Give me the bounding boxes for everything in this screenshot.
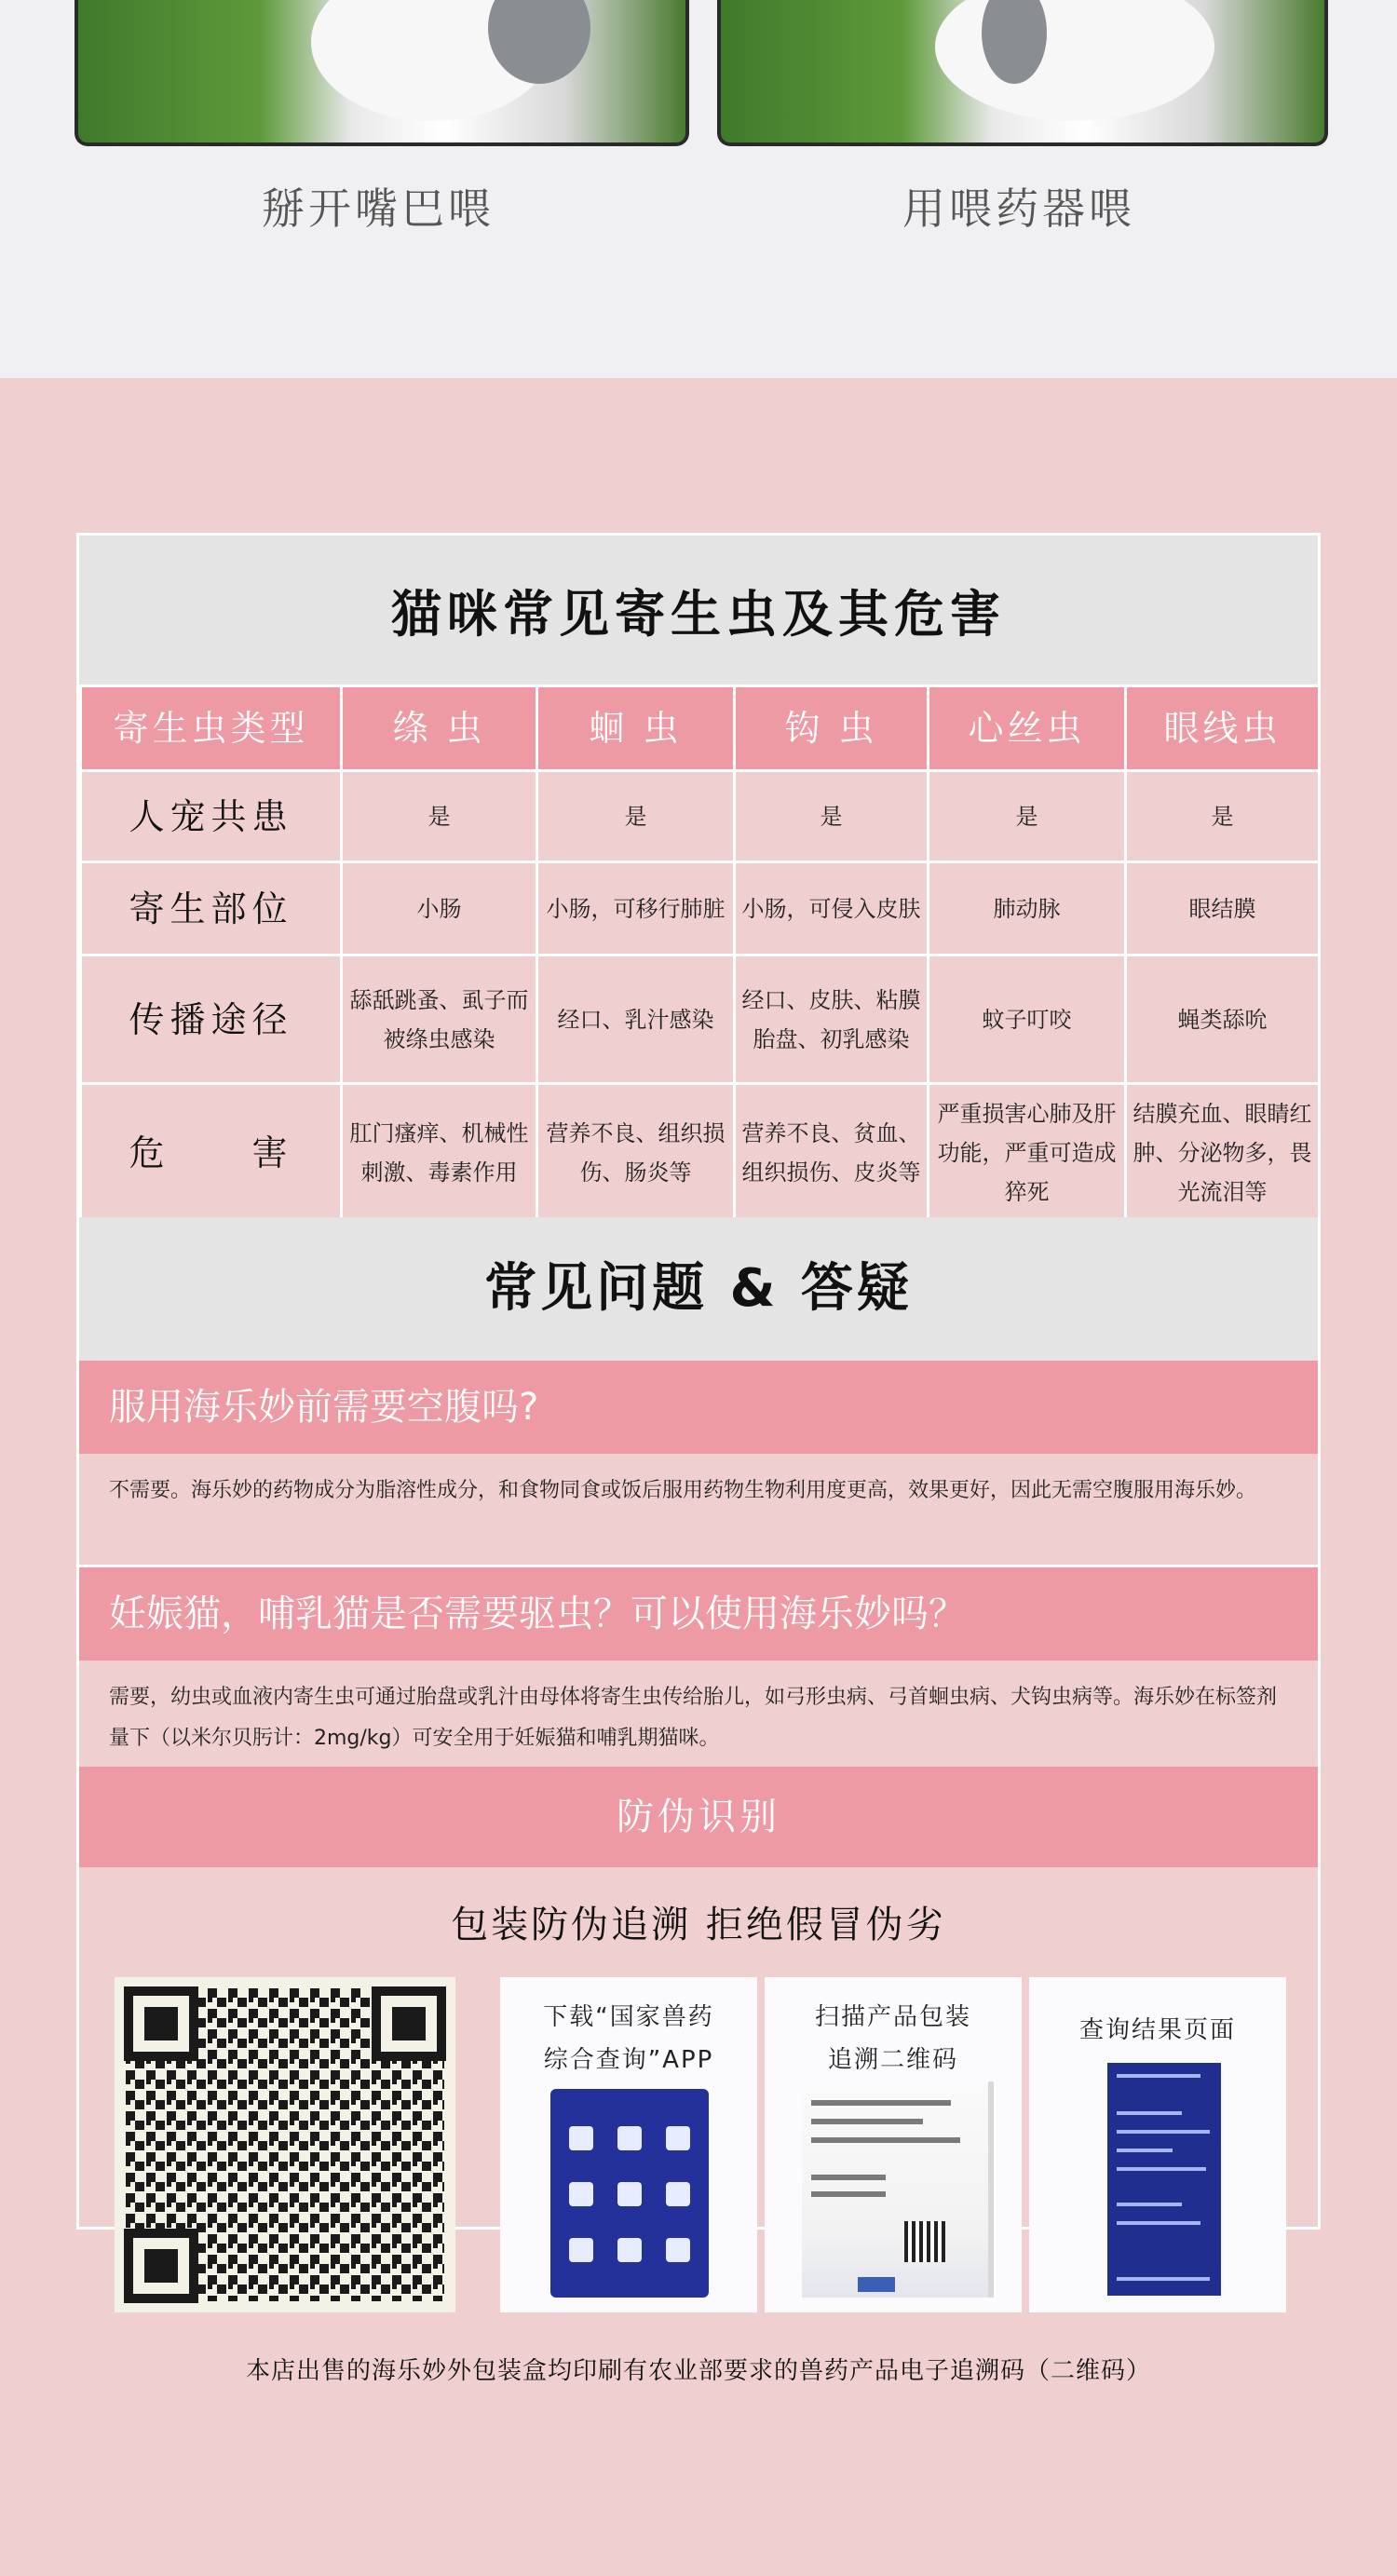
faq-question: 服用海乐妙前需要空腹吗? <box>79 1361 1318 1454</box>
cat-fur-shape <box>935 0 1214 121</box>
table-row <box>81 862 1320 956</box>
table-cell: 结膜充血、眼睛红肿、分泌物多，畏光流泪等 <box>1126 1084 1320 1222</box>
table-row <box>81 1084 1320 1222</box>
qr-finder <box>124 2229 198 2303</box>
table-cell: 肺动脉 <box>929 862 1126 956</box>
row-label: 人宠共患 <box>81 771 342 862</box>
table-header-cell: 心丝虫 <box>929 686 1126 771</box>
qr-finder <box>372 1986 446 2061</box>
package-print-line <box>811 2175 886 2180</box>
anti-fake-title: 包装防伪追溯 拒绝假冒伪劣 <box>451 1904 946 1946</box>
faq-question: 妊娠猫，哺乳猫是否需要驱虫？可以使用海乐妙吗？ <box>79 1567 1318 1661</box>
table-row <box>81 956 1320 1084</box>
table-cell: 是 <box>342 771 537 862</box>
top-photo-band <box>0 0 1397 378</box>
table-cell: 营养不良、贫血、组织损伤、皮炎等 <box>735 1084 929 1222</box>
result-text-line <box>1117 2203 1182 2206</box>
row-label: 寄生部位 <box>81 862 342 956</box>
table-cell: 严重损害心肺及肝功能，严重可造成猝死 <box>929 1084 1126 1222</box>
table-header-row <box>81 686 1320 771</box>
table-cell: 小肠 <box>342 862 537 956</box>
table-cell: 蚊子叮咬 <box>929 956 1126 1084</box>
step-download-app <box>500 1977 757 2312</box>
anti-fake-bar: 防伪识别 <box>79 1767 1318 1867</box>
app-tile-icon <box>617 2182 642 2206</box>
table-cell: 是 <box>1126 771 1320 862</box>
table-cell: 经口、皮肤、粘膜胎盘、初乳感染 <box>735 956 929 1084</box>
faq-answer: 不需要。海乐妙的药物成分为脂溶性成分，和食物同食或饭后服用药物生物利用度更高，效果更好，因此无需空腹服用海乐妙。 <box>79 1454 1318 1567</box>
result-text-line <box>1117 2111 1182 2115</box>
app-tile-icon <box>569 2182 593 2206</box>
result-text-line <box>1117 2221 1200 2225</box>
app-tile-icon <box>617 2126 642 2150</box>
result-text-line <box>1117 2149 1173 2152</box>
parasite-table <box>79 685 1321 1223</box>
app-tile-icon <box>666 2238 690 2262</box>
table-cell: 眼结膜 <box>1126 862 1320 956</box>
table-cell: 舔舐跳蚤、虱子而被绦虫感染 <box>342 956 537 1084</box>
step-text <box>765 1996 1022 2081</box>
table-cell: 小肠，可侵入皮肤 <box>735 862 929 956</box>
app-tile-icon <box>569 2126 593 2150</box>
qr-code-image <box>115 1977 455 2312</box>
app-tile-icon <box>617 2238 642 2262</box>
step-text <box>1029 2009 1286 2052</box>
package-logo-icon <box>858 2277 895 2292</box>
cat-photo-open-mouth <box>75 0 689 146</box>
table-header-cell: 钩 虫 <box>735 686 929 771</box>
result-text-line <box>1117 2277 1210 2281</box>
app-tile-icon <box>666 2126 690 2150</box>
info-card <box>76 533 1321 2385</box>
package-print-line <box>811 2191 886 2197</box>
step-text-line: 追溯二维码 <box>827 2046 958 2074</box>
step-text-line: 查询结果页面 <box>1078 2016 1236 2044</box>
app-tile-icon <box>569 2238 593 2262</box>
table-cell: 是 <box>537 771 735 862</box>
step-query-result <box>1029 1977 1286 2312</box>
result-screenshot <box>1107 2063 1221 2296</box>
table-cell: 蝇类舔吮 <box>1126 956 1320 1084</box>
result-text-line <box>1117 2167 1206 2171</box>
cat-photo-pill-gun <box>717 0 1328 146</box>
result-text-line <box>1117 2074 1200 2078</box>
package-photo <box>802 2081 994 2298</box>
step-text-line: 综合查询”APP <box>543 2046 714 2074</box>
table-row <box>81 771 1320 862</box>
faq-answer: 需要，幼虫或血液内寄生虫可通过胎盘或乳汁由母体将寄生虫传给胎儿，如弓形虫病、弓首蛔虫病、犬钩虫病等。海乐妙在标签剂量下（以米尔贝肟计：2mg/kg）可安全用于妊娠猫和哺乳期猫咪。 <box>109 1686 1278 1750</box>
result-text-line <box>1117 2130 1210 2134</box>
table-cell: 营养不良、组织损伤、肠炎等 <box>537 1084 735 1222</box>
package-qr-icon <box>904 2221 945 2262</box>
row-label: 危 害 <box>81 1084 342 1222</box>
table-header-cell: 眼线虫 <box>1126 686 1320 771</box>
step-scan-package <box>765 1977 1022 2312</box>
step-text-line: 扫描产品包装 <box>814 2003 971 2031</box>
package-print-line <box>811 2137 960 2143</box>
step-text-line: 下载“国家兽药 <box>543 2003 714 2031</box>
table-cell: 经口、乳汁感染 <box>537 956 735 1084</box>
caption-pill-gun: 用喂药器喂 <box>902 183 1135 234</box>
step-text <box>500 1996 757 2081</box>
table-cell: 小肠，可移行肺脏 <box>537 862 735 956</box>
table-header-cell: 蛔 虫 <box>537 686 735 771</box>
parasite-section-title: 猫咪常见寄生虫及其危害 <box>79 536 1318 685</box>
table-cell: 是 <box>735 771 929 862</box>
app-tile-icon <box>666 2182 690 2206</box>
table-cell: 肛门瘙痒、机械性刺激、毒素作用 <box>342 1084 537 1222</box>
row-label: 传播途径 <box>81 956 342 1084</box>
table-header-cell: 寄生虫类型 <box>81 686 342 771</box>
app-screenshot <box>550 2089 709 2298</box>
package-print-line <box>811 2100 951 2106</box>
caption-open-mouth: 掰开嘴巴喂 <box>262 183 495 234</box>
table-cell: 是 <box>929 771 1126 862</box>
qr-finder <box>124 1986 198 2061</box>
anti-fake-footer: 本店出售的海乐妙外包装盒均印刷有农业部要求的兽药产品电子追溯码（二维码） <box>245 2357 1151 2385</box>
faq-title: 常见问题 & 答疑 <box>79 1217 1318 1361</box>
package-print-line <box>811 2119 923 2124</box>
table-header-cell: 绦 虫 <box>342 686 537 771</box>
